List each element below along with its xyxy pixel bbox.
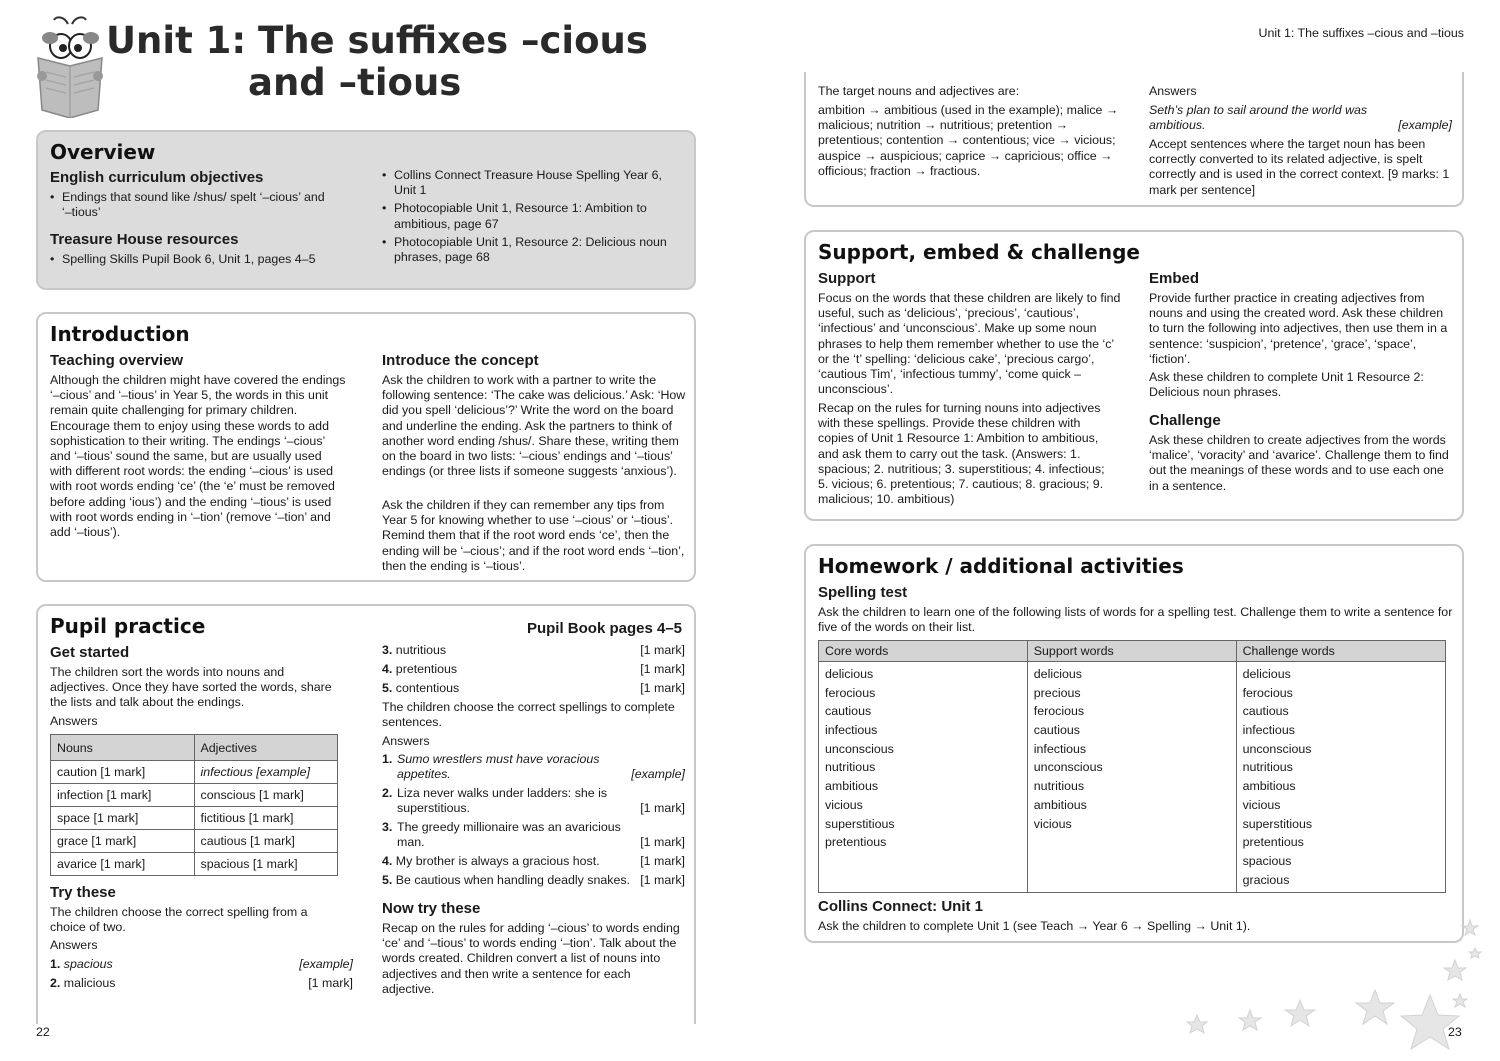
resource-item: • Spelling Skills Pupil Book 6, Unit 1, pages 4–5: [50, 252, 350, 267]
collins-connect-heading: Collins Connect: Unit 1: [818, 898, 983, 915]
support-words-header: Support words: [1027, 641, 1236, 662]
spelling-word: ambitious: [1242, 779, 1296, 794]
answer-number: 1.: [50, 957, 61, 971]
unit-title-part1: The suffixes –cious: [257, 19, 648, 62]
table-row: [51, 784, 338, 807]
spelling-word: unconscious: [1033, 760, 1103, 775]
answer-mark: [1 mark]: [640, 873, 685, 887]
pupil-book-pages: Pupil Book pages 4–5: [526, 620, 682, 637]
answer-text: My brother is always a gracious host.: [395, 854, 600, 868]
try-answer-5: [382, 681, 685, 696]
unit-label: Unit 1:: [106, 19, 247, 62]
support-heading: Support: [818, 270, 876, 287]
sentence-answer-2: [382, 786, 685, 816]
unit-title-part2: and –tious: [248, 61, 462, 104]
introduce-concept-text-1: Ask the children to work with a partner to write the following sentence: ‘The cake was delicious.’ Ask: ‘How did you spell ‘delicious’?’ Write the word on the board and underline the ending. Ask the partners to think of another word ending /shus/. Share these, writing them on the board in two lists: ‘–cious’ endings and ‘–tious’ endings (or three lists if someone suggests ‘anxious’).: [382, 373, 686, 479]
table-cell: avarice [1 mark]: [51, 853, 195, 876]
spelling-test-text: Ask the children to learn one of the following lists of words for a spelling test. Challenge them to write a sentence for five of the words on their list.: [818, 605, 1453, 635]
answer-text: pretentious: [395, 662, 458, 676]
spelling-word: vicious: [1033, 816, 1072, 831]
support-box: [804, 230, 1464, 521]
sentence-answer-3: [382, 820, 685, 850]
answer-number: 2.: [50, 976, 61, 990]
try-these-heading: Try these: [50, 884, 116, 901]
spelling-word: [1034, 852, 1230, 871]
answer-text: spacious: [63, 957, 113, 971]
page-number-right: 23: [1448, 1025, 1462, 1039]
answer-mark: [example]: [631, 767, 685, 782]
table-cell: caution [1 mark]: [51, 761, 195, 784]
table-row: [51, 830, 338, 853]
collins-connect-text: Ask the children to complete Unit 1 (see Teach → Year 6 → Spelling → Unit 1).: [818, 919, 1251, 933]
table-cell: cautious [1 mark]: [194, 830, 338, 853]
answer-number: 1.: [382, 752, 393, 766]
answer-text: Seth’s plan to sail around the world was ambitious.: [1149, 103, 1368, 133]
answer-text: Liza never walks under ladders: she is superstitious.: [397, 786, 608, 816]
sentence-answers-label: Answers: [382, 734, 430, 748]
spelling-word: cautious: [825, 704, 872, 719]
support-embed-challenge-heading: Support, embed & challenge: [818, 240, 1140, 264]
get-started-heading: Get started: [50, 644, 130, 661]
answers-heading: Answers: [1149, 84, 1197, 98]
running-head: Unit 1: The suffixes –cious and –tious: [1258, 26, 1464, 40]
answer-mark: [example]: [299, 957, 353, 971]
target-words-list: ambition → ambitious (used in the example); malice → malicious; nutrition → nutritious; pretention → pretentious; contention → contentious; vice → vicious; auspice → auspicious; caprice → capricious; office → officious; fraction → fractious.: [818, 103, 1119, 178]
spelling-word: superstitious: [1242, 816, 1313, 831]
resources-list: [50, 252, 350, 270]
pupil-practice-box: [36, 604, 696, 1024]
answer-number: 5.: [382, 873, 393, 887]
support-text-1: Focus on the words that these children are likely to find useful, such as ‘delicious’, ‘precious’, ‘cautious’, ‘infectious’ and ‘unconscious’. Make up some noun phrases to help them remember whether to use the ‘c’ or the ‘t’ spelling: ‘delicious cake’, ‘precious cargo’, ‘cautious Tim’, ‘infectious tummy’, ‘come quick – unconscious’.: [818, 291, 1121, 397]
now-try-these-heading: Now try these: [382, 900, 481, 917]
adjectives-header: Adjectives: [194, 735, 338, 761]
table-row: [51, 807, 338, 830]
spelling-word: pretentious: [1242, 835, 1304, 850]
spelling-word: nutritious: [1033, 779, 1085, 794]
objectives-heading: English curriculum objectives: [50, 169, 264, 186]
embed-text-2: Ask these children to complete Unit 1 Resource 2: Delicious noun phrases.: [1149, 370, 1424, 400]
embed-heading: Embed: [1149, 270, 1200, 287]
answer-text: malicious: [63, 976, 116, 990]
answers-continued-box: [804, 72, 1464, 207]
resource-item: • Photocopiable Unit 1, Resource 1: Ambition to ambitious, page 67: [382, 201, 682, 231]
try-answers-label: Answers: [50, 938, 98, 952]
spelling-word: unconscious: [1242, 741, 1312, 756]
spelling-lists-table: [818, 640, 1446, 893]
spelling-word: nutritious: [825, 760, 876, 775]
unit-title: [106, 20, 648, 62]
homework-heading: Homework / additional activities: [818, 554, 1184, 578]
introduction-heading: Introduction: [50, 322, 190, 346]
answer-text: nutritious: [395, 643, 447, 657]
table-row: [51, 761, 338, 784]
answer-text: The greedy millionaire was an avaricious man.: [397, 820, 621, 850]
challenge-words-header: Challenge words: [1236, 641, 1445, 662]
resource-item: • Photocopiable Unit 1, Resource 2: Delicious noun phrases, page 68: [382, 235, 682, 265]
spelling-word: superstitious: [825, 816, 895, 831]
spelling-word: infectious: [825, 723, 878, 738]
table-cell: fictitious [1 mark]: [194, 807, 338, 830]
spelling-word: cautious: [1033, 723, 1080, 738]
spelling-word: [825, 852, 1021, 871]
table-cell: space [1 mark]: [51, 807, 195, 830]
spelling-word: nutritious: [1242, 760, 1293, 775]
resources-heading: Treasure House resources: [50, 231, 239, 248]
support-words-list: [1027, 662, 1236, 893]
sentence-answer-4: [382, 854, 685, 869]
get-started-text: The children sort the words into nouns and adjectives. Once they have sorted the words, share the lists and talk about the endings.: [50, 665, 332, 710]
introduce-concept-text-2: Ask the children if they can remember any tips from Year 5 for knowing whether to use ‘–cious’ or ‘–tious’. Remind them that if the root word ends ‘ce’, then the ending will be ‘–cious’; and if the root word ends ‘–tion’, then the ending is ‘–tious’.: [382, 498, 685, 573]
spelling-word: spacious: [1242, 853, 1292, 868]
answer-number: 2.: [382, 786, 393, 800]
spelling-word: ambitious: [1033, 797, 1087, 812]
answer-text: Be cautious when handling deadly snakes.: [395, 873, 631, 887]
spelling-word: infectious: [1033, 741, 1087, 756]
spelling-word: ferocious: [1033, 704, 1085, 719]
spelling-word: ambitious: [825, 779, 879, 794]
core-words-header: Core words: [819, 641, 1028, 662]
spelling-word: vicious: [825, 797, 863, 812]
spelling-word: delicious: [1242, 667, 1291, 681]
answer-mark: [1 mark]: [640, 801, 685, 816]
spelling-word: [1034, 871, 1230, 890]
answer-example: [1149, 103, 1452, 133]
teaching-overview-heading: Teaching overview: [50, 352, 184, 369]
nouns-header: Nouns: [51, 735, 195, 761]
answer-mark: [1 mark]: [640, 643, 685, 657]
answer-number: 4.: [382, 854, 393, 868]
stars-decoration: [1160, 900, 1490, 1050]
pupil-practice-heading: Pupil practice: [50, 614, 206, 638]
resource-item: • Collins Connect Treasure House Spelling Year 6, Unit 1: [382, 168, 682, 198]
introduce-concept-heading: Introduce the concept: [382, 352, 539, 369]
try-answer-3: [382, 643, 685, 658]
resources-right-list: [382, 168, 682, 268]
objectives-list: [50, 190, 330, 223]
answers-label: Answers: [50, 714, 98, 728]
sentence-answer-1: [382, 752, 685, 782]
answer-mark: [1 mark]: [308, 976, 353, 990]
core-words-list: [819, 662, 1028, 893]
try-these-text: The children choose the correct spelling from a choice of two.: [50, 905, 308, 935]
answer-text: contentious: [395, 681, 460, 695]
table-cell: infection [1 mark]: [51, 784, 195, 807]
try-answer-1: [50, 957, 353, 972]
table-cell: grace [1 mark]: [51, 830, 195, 853]
spelling-test-heading: Spelling test: [818, 584, 908, 601]
try-answer-2: [50, 976, 353, 991]
embed-text-1: Provide further practice in creating adjectives from nouns and using the created word. Ask these children to turn the following into adjectives, then use them in a sentence: ‘suspicion’, ‘pretence’, ‘grace’, ‘space’, ‘fiction’.: [1149, 291, 1448, 366]
objective-item: • Endings that sound like /shus/ spelt ‘–cious’ and ‘–tious’: [50, 190, 330, 220]
answer-number: 3.: [382, 820, 393, 834]
support-text-2: Recap on the rules for turning nouns into adjectives with these spellings. Provide these children with copies of Unit 1 Resource 1: Ambition to ambitious, and ask them to carry out the task. (Answers: 1. spacious; 2. nutritious; 3. superstitious; 4. infectious; 5. vicious; 6. pretentious; 7. cautious; 8. gracious; 9. malicious; 10. ambitious): [818, 401, 1105, 507]
spelling-word: unconscious: [825, 741, 894, 756]
overview-heading: Overview: [50, 140, 156, 164]
challenge-text: Ask these children to create adjectives from the words ‘malice’, ‘voracity’ and ‘avarice’. Challenge them to find out the meanings of these words and to use each one in a sentence.: [1149, 433, 1449, 493]
try-answer-4: [382, 662, 685, 677]
answer-note: Accept sentences where the target noun has been correctly converted to its related adjective, is spelt correctly and is used in the correct context. [9 marks: 1 mark per sentence]: [1149, 137, 1450, 197]
spelling-word: cautious: [1242, 704, 1289, 719]
nouns-adjectives-table: [50, 734, 338, 876]
table-cell: spacious [1 mark]: [194, 853, 338, 876]
spelling-word: delicious: [1033, 667, 1082, 681]
answer-number: 5.: [382, 681, 393, 695]
choose-spellings-text: The children choose the correct spellings to complete sentences.: [382, 700, 675, 730]
table-cell: conscious [1 mark]: [194, 784, 338, 807]
reading-mascot-illustration: [34, 14, 106, 118]
now-try-these-text: Recap on the rules for adding ‘–cious’ to words ending ‘ce’ and ‘–tious’ to words ending ‘–tion’. Talk about the words created. Children convert a list of nouns into adjectives and then write a sentence for each adjective.: [382, 921, 680, 996]
answer-mark: [1 mark]: [640, 854, 685, 868]
target-words-intro: The target nouns and adjectives are:: [818, 84, 1020, 98]
spelling-word: precious: [1033, 685, 1081, 700]
spelling-word: [1034, 833, 1230, 852]
introduction-box: [36, 312, 696, 582]
table-cell: infectious [example]: [194, 761, 338, 784]
answer-text: Sumo wrestlers must have voracious appetites.: [397, 752, 600, 782]
table-row: [51, 853, 338, 876]
page-number-left: 22: [36, 1025, 50, 1039]
answer-mark: [1 mark]: [640, 662, 685, 676]
answer-number: 4.: [382, 662, 393, 676]
challenge-heading: Challenge: [1149, 412, 1221, 429]
spelling-word: delicious: [825, 667, 874, 681]
challenge-words-list: [1236, 662, 1445, 893]
spelling-word: pretentious: [825, 835, 887, 850]
spelling-word: ferocious: [1242, 685, 1293, 700]
spelling-word: [825, 871, 1021, 890]
spelling-word: gracious: [1242, 872, 1290, 887]
answer-mark: [1 mark]: [640, 835, 685, 850]
homework-box: [804, 544, 1464, 943]
spelling-word: ferocious: [825, 685, 876, 700]
teaching-overview-text: Although the children might have covered the endings ‘–cious’ and ‘–tious’ in Year 5, the words in this unit remain quite challenging for primary children. Encourage them to enjoy using these words to add sophistication to their writing. The endings ‘–cious’ and ‘–tious’ sound the same, but are usually used with different root words: the ending ‘–cious’ is used with root words ending ‘ce’ (the ‘e’ must be removed before adding ‘ious’) and the ending ‘–tious’ is used with root words ending in ‘–tion’ (remove ‘–tion’ and add ‘–tious’).: [50, 373, 346, 540]
answer-mark: [1 mark]: [640, 681, 685, 695]
sentence-answer-5: [382, 873, 685, 888]
answer-mark: [example]: [1398, 118, 1452, 133]
spelling-word: infectious: [1242, 723, 1295, 738]
answer-number: 3.: [382, 643, 393, 657]
spelling-word: vicious: [1242, 797, 1281, 812]
overview-box: [36, 130, 696, 290]
